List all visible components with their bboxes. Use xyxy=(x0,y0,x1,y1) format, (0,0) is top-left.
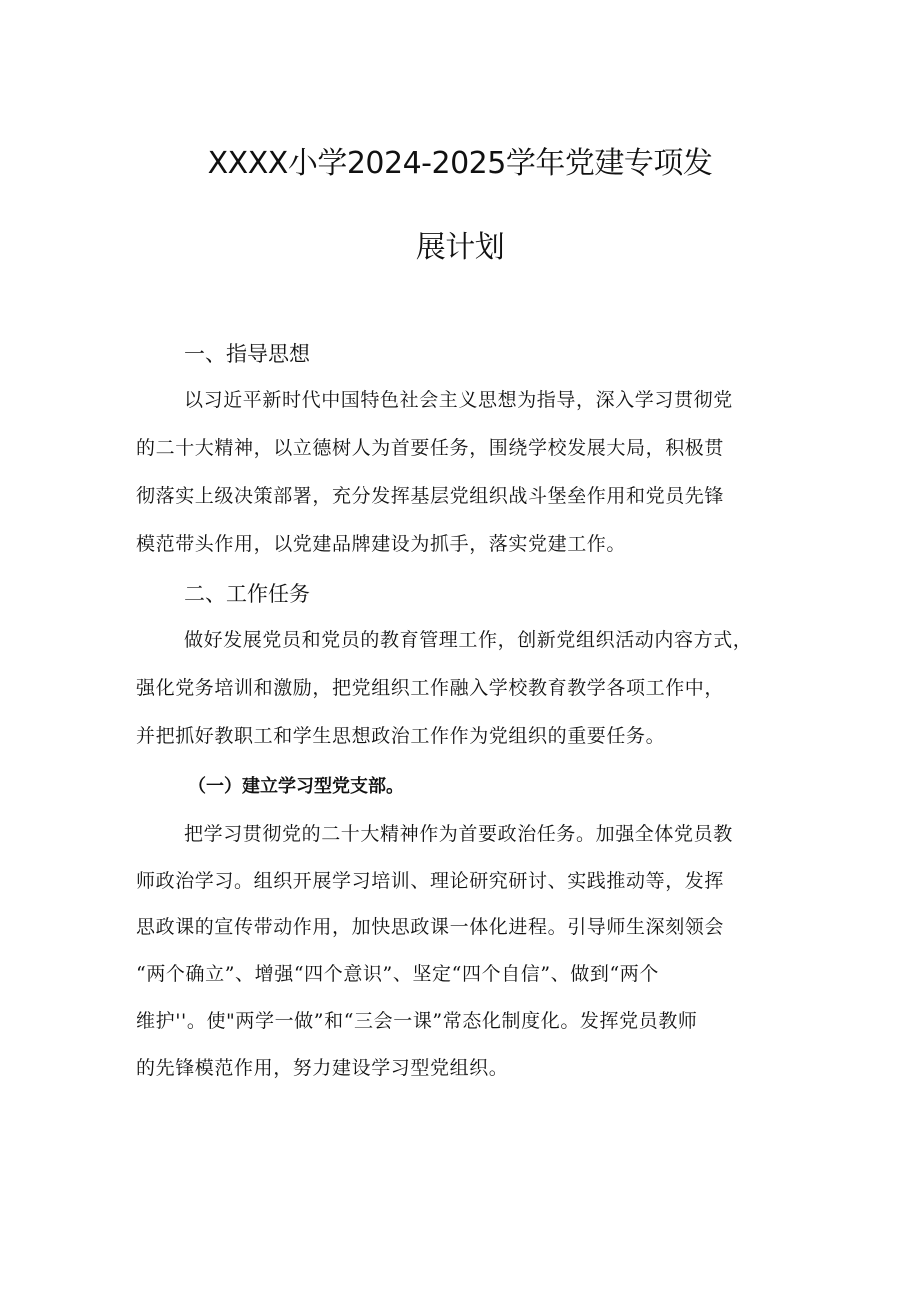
document-title-line-1: XXXX小学2024-2025学年党建专项发 xyxy=(207,146,713,181)
paragraph-line: 彻落实上级决策部署，充分发挥基层党组织战斗堡垒作用和党员先锋 xyxy=(136,485,725,507)
paragraph-line: 维护''。使"两学一做”和“三会一课”常态化制度化。发挥党员教师 xyxy=(136,1010,698,1032)
subsection-heading-learning-branch: （一）建立学习型党支部。 xyxy=(188,776,404,797)
paragraph-line: 以习近平新时代中国特色社会主义思想为指导，深入学习贯彻党 xyxy=(184,389,733,411)
paragraph-line: 做好发展党员和党员的教育管理工作，创新党组织活动内容方式， xyxy=(184,629,753,651)
paragraph-line: 思政课的宣传带动作用，加快思政课一体化进程。引导师生深刻领会 xyxy=(136,916,725,938)
paragraph-line: 的先锋模范作用，努力建设学习型党组织。 xyxy=(136,1057,509,1079)
paragraph-line: 模范带头作用，以党建品牌建设为抓手，落实党建工作。 xyxy=(136,533,627,555)
paragraph-line: 把学习贯彻党的二十大精神作为首要政治任务。加强全体党员教 xyxy=(184,823,733,845)
paragraph-line: “两个确立”、增强“四个意识”、坚定“四个自信”、做到“两个 xyxy=(136,963,659,985)
paragraph-line: 的二十大精神，以立德树人为首要任务，围绕学校发展大局，积极贯 xyxy=(136,437,725,459)
section-heading-work-tasks: 二、工作任务 xyxy=(184,582,310,606)
paragraph-line: 师政治学习。组织开展学习培训、理论研究研讨、实践推动等，发挥 xyxy=(136,870,725,892)
section-heading-guiding-ideology: 一、指导思想 xyxy=(184,342,310,366)
paragraph-line: 强化党务培训和激励，把党组织工作融入学校教育教学各项工作中， xyxy=(136,677,725,699)
paragraph-line: 并把抓好教职工和学生思想政治工作作为党组织的重要任务。 xyxy=(136,725,666,747)
document-title-line-2: 展计划 xyxy=(415,230,505,265)
